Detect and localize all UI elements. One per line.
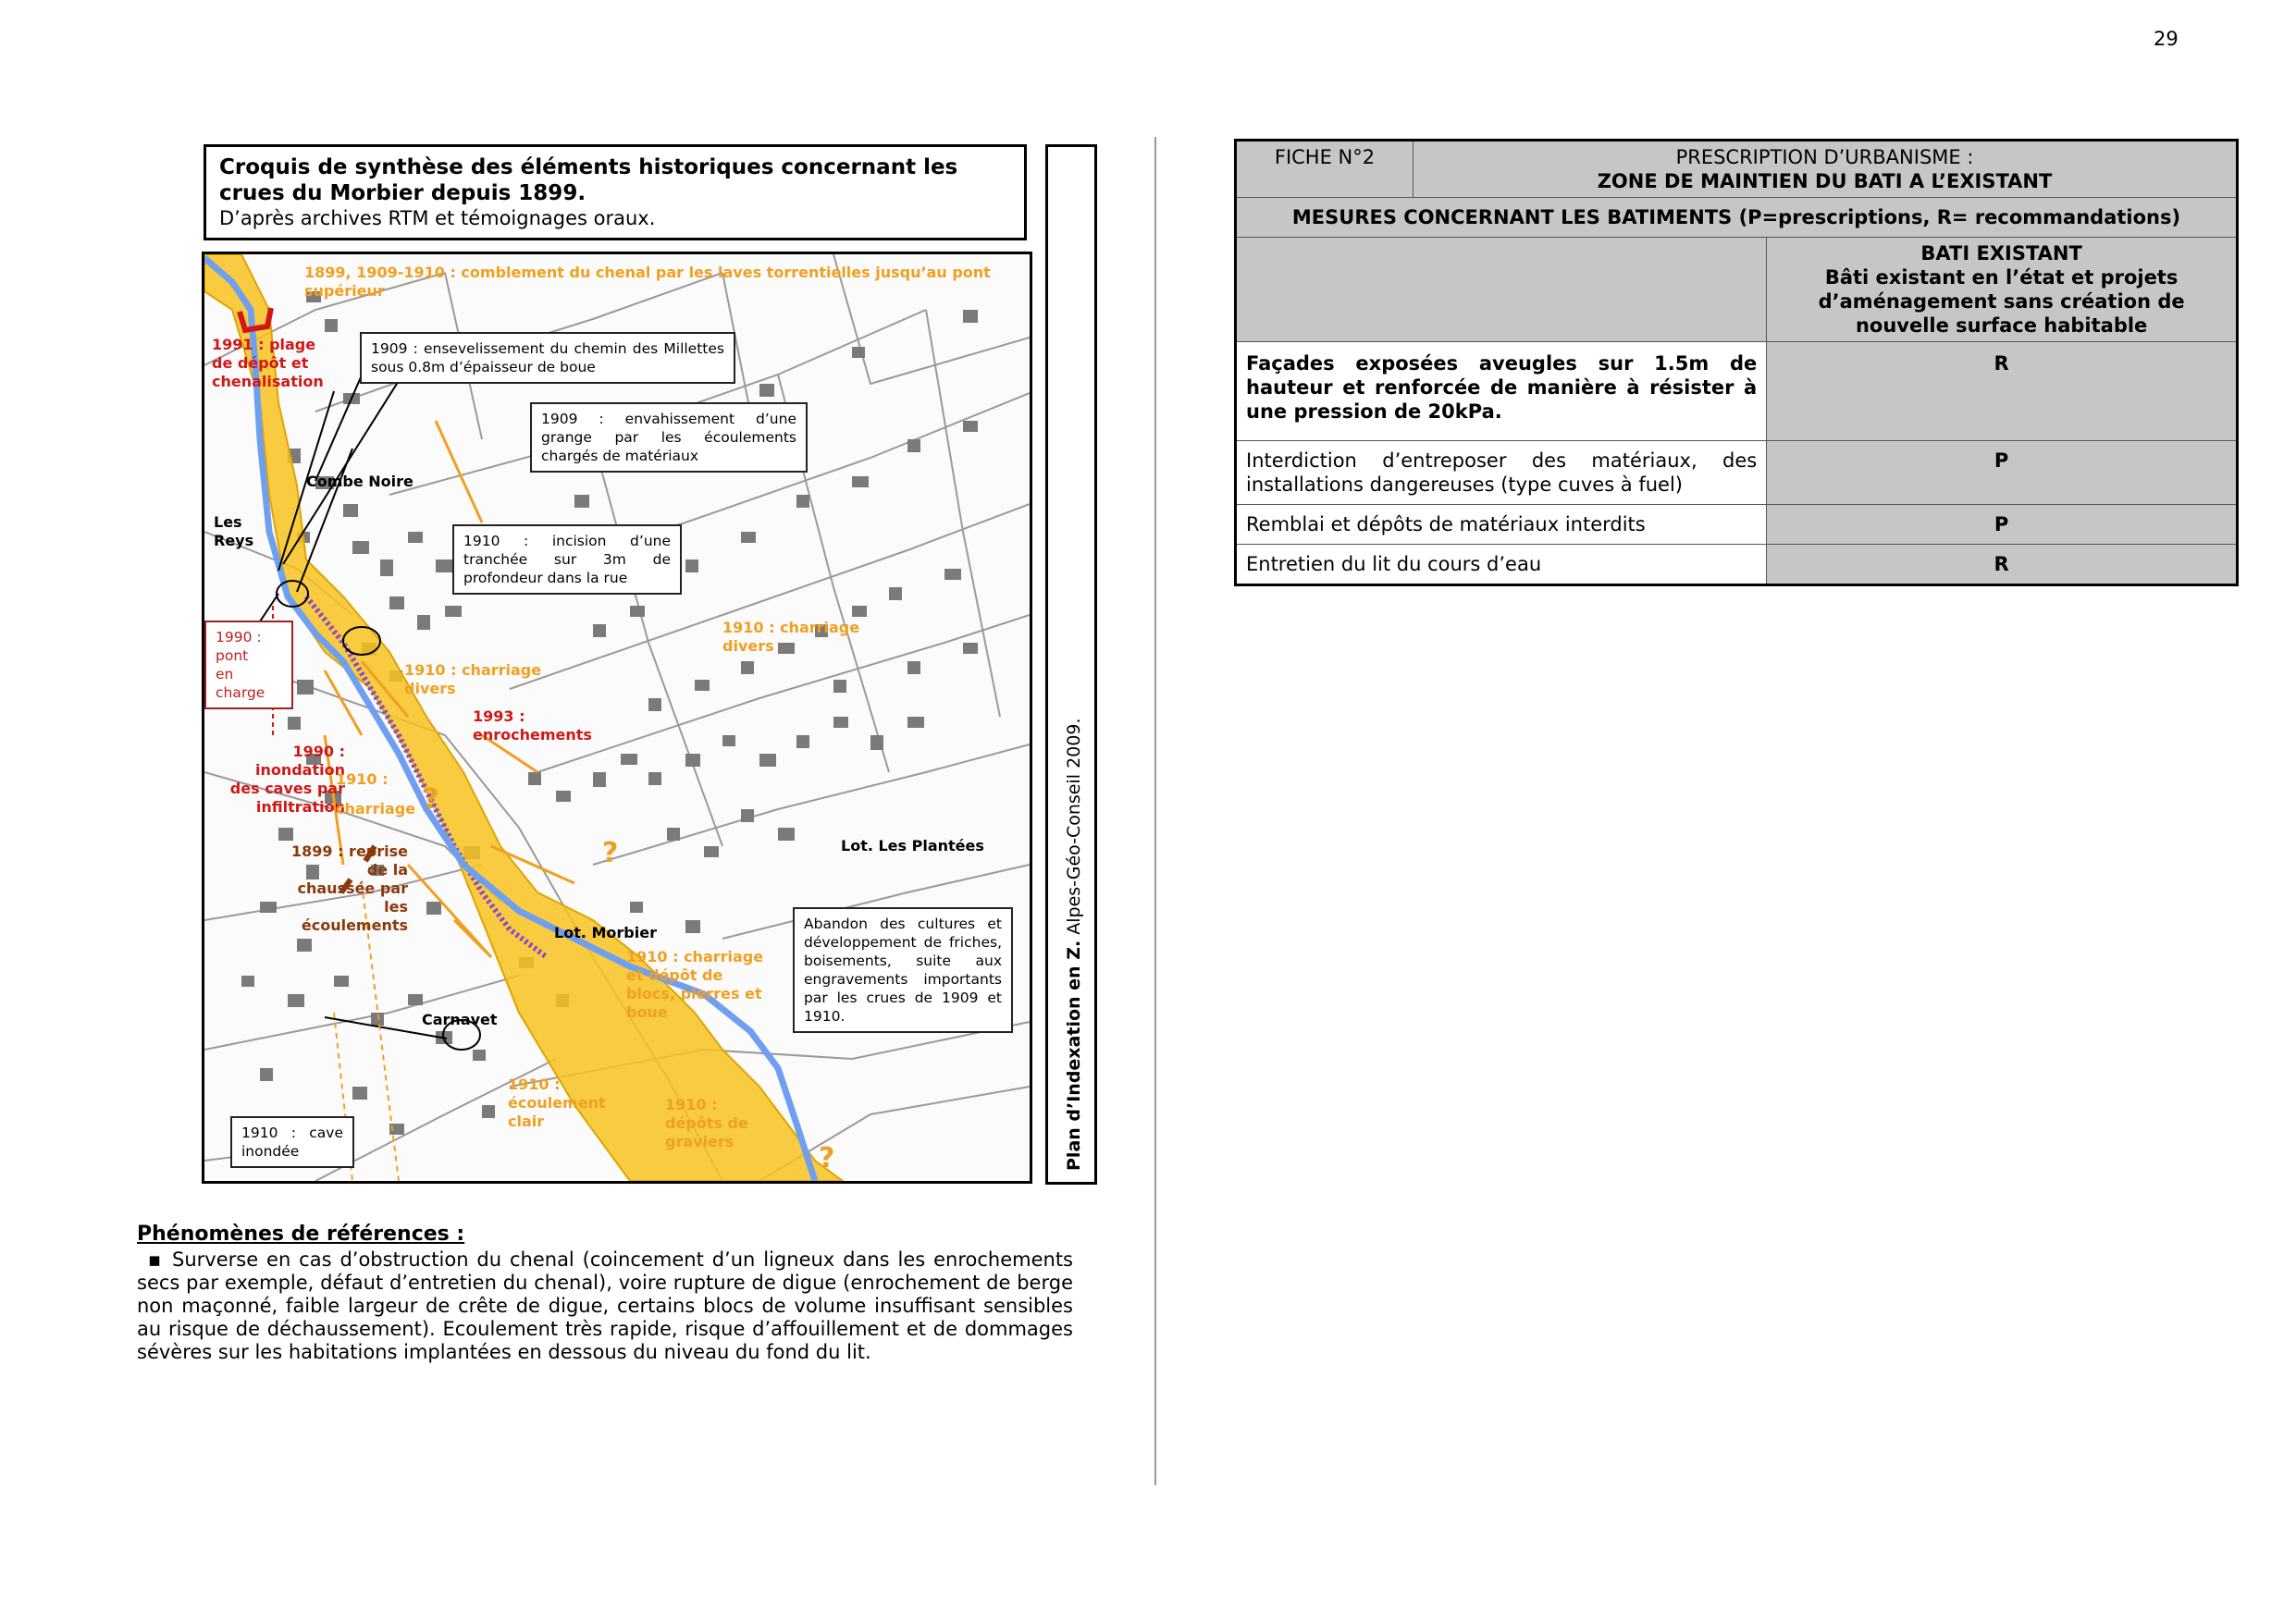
- question-mark-1: ?: [423, 783, 439, 816]
- annotation-1910-depot-blocs: 1910 : charriage et dépôt de blocs, pierres et boue: [626, 948, 764, 1021]
- row-remblai-label: Remblai et dépôts de matériaux interdits: [1236, 505, 1767, 545]
- col-subtitle: Bâti existant en l’état et projets d’aménagement sans création de nouvelle surface habitable: [1818, 266, 2185, 337]
- map-subtitle: D’après archives RTM et témoignages oraux.: [219, 207, 656, 229]
- vertical-label-bold: Plan d’Indexation en Z.: [1064, 940, 1084, 1171]
- row-interdiction-value: P: [1767, 441, 2238, 505]
- annotation-1910-charriage: 1910 : charriage: [336, 770, 416, 818]
- mesures-header: MESURES CONCERNANT LES BATIMENTS (P=prescriptions, R= recommandations): [1236, 198, 2238, 238]
- place-combe-noire: Combe Noire: [306, 473, 414, 490]
- callout-1910-incision: 1910 : incision d’une tranchée sur 3m de profondeur dans la rue: [452, 524, 682, 595]
- fiche-table: [1234, 139, 2239, 586]
- annotation-1910-charriage-divers-left: 1910 : charriage divers: [404, 661, 542, 697]
- place-lot-morbier: Lot. Morbier: [554, 924, 657, 941]
- row-entretien-label: Entretien du lit du cours d’eau: [1236, 545, 1767, 585]
- callout-1910-cave: 1910 : cave inondée: [230, 1116, 354, 1168]
- annotation-1990-inondation: 1990 : inondation des caves par infiltration: [229, 743, 345, 816]
- col-header-bati: [1767, 238, 2238, 342]
- prescription-line1: PRESCRIPTION D’URBANISME :: [1675, 146, 1974, 168]
- annotation-1991: 1991 : plage de dépôt et chenalisation: [212, 336, 324, 390]
- fiche-header-inner: [1237, 141, 2236, 197]
- row-interdiction-label: Interdiction d’entreposer des matériaux, des installations dangereuses (type cuves à fuel): [1236, 441, 1767, 505]
- phenomena-title: Phénomènes de références :: [137, 1223, 465, 1246]
- row-remblai-value: P: [1767, 505, 2238, 545]
- row-facades-label: Façades exposées aveugles sur 1.5m de hauteur et renforcée de manière à résister à une pression de 20kPa.: [1236, 342, 1767, 441]
- vertical-label: [1064, 719, 1084, 1171]
- callout-1909-envahissement: 1909 : envahissement d’une grange par les écoulements chargés de matériaux: [530, 402, 808, 473]
- annotation-1899-1910: 1899, 1909-1910 : comblement du chenal par les laves torrentielles jusqu’au pont supérieur: [304, 264, 991, 300]
- map-graphic: [204, 254, 1030, 1181]
- place-les-reys: Les Reys: [214, 513, 254, 549]
- callout-1909-ensevelissement: 1909 : ensevelissement du chemin des Millettes sous 0.8m d’épaisseur de boue: [360, 332, 735, 384]
- phenomena-body: Surverse en cas d’obstruction du chenal (coincement d’un ligneux dans les enrochements secs par exemple, défaut d’entretien du chenal), voire rupture de digue (enrochement de berge non maçonné, faible largeur de crête de digue, certains blocs de volume insuffisant sensibles au risque de déchaussement). Ecoulement très rapide, risque d’affouillement et de dommages sévères sur les habitations implantées en dessous du niveau du fond du lit.: [137, 1248, 1073, 1363]
- place-lot-plantees: Lot. Les Plantées: [841, 837, 984, 855]
- callout-abandon-cultures: Abandon des cultures et développement de friches, boisements, suite aux engravements importants par les crues de 1909 et 1910.: [793, 907, 1013, 1033]
- page-number: 29: [2154, 28, 2179, 50]
- vertical-label-normal: Alpes-Géo-Conseil 2009.: [1064, 718, 1084, 935]
- annotation-1993: 1993 : enrochements: [473, 707, 592, 744]
- fiche-prescription: [1413, 141, 2237, 197]
- column-divider: [1154, 137, 1156, 1485]
- row-entretien-value: R: [1767, 545, 2238, 585]
- callout-1990-pont: 1990 : pont en charge: [204, 621, 293, 709]
- phenomena-text: [137, 1248, 1073, 1364]
- row-facades-value: R: [1767, 342, 2238, 441]
- question-mark-3: ?: [819, 1142, 835, 1174]
- place-carnavet: Carnavet: [422, 1011, 498, 1028]
- annotation-1910-graviers: 1910 : dépôts de graviers: [665, 1096, 748, 1150]
- map-title: Croquis de synthèse des éléments historiques concernant les crues du Morbier depuis 1899.: [219, 155, 958, 205]
- col-title: BATI EXISTANT: [1920, 242, 2082, 264]
- fiche-number: FICHE N°2: [1237, 141, 1413, 197]
- vertical-label-box: [1045, 144, 1097, 1185]
- prescription-line2: ZONE DE MAINTIEN DU BATI A L’EXISTANT: [1597, 170, 2053, 192]
- annotation-1899-reprise: 1899 : reprise de la chaussée par les écoulements: [290, 842, 408, 934]
- col-header-empty: [1236, 238, 1767, 342]
- bullet-icon: ▪: [147, 1248, 162, 1271]
- annotation-1910-ecoulement: 1910 : écoulement clair: [508, 1076, 606, 1130]
- historical-flood-map: [202, 252, 1032, 1184]
- fiche-header-cell: [1236, 141, 2238, 198]
- question-mark-2: ?: [602, 837, 619, 869]
- map-title-box: [204, 144, 1027, 240]
- annotation-1910-charriage-divers-right: 1910 : charriage divers: [722, 619, 860, 655]
